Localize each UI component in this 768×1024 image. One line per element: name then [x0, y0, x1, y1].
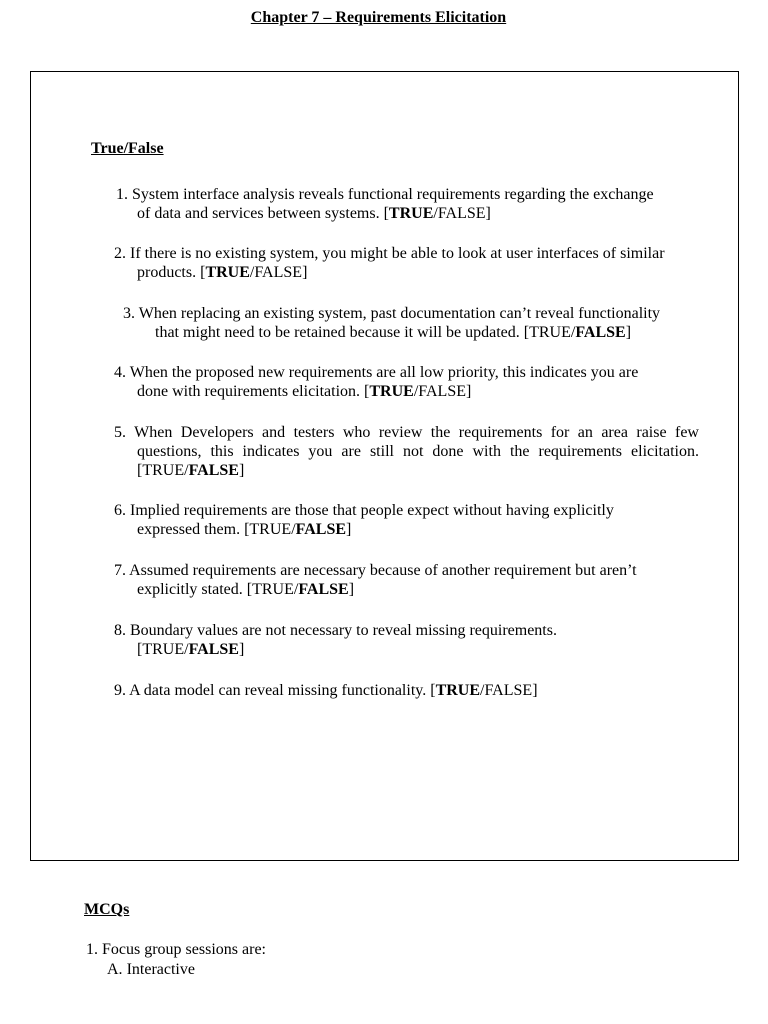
question-text: products. [	[137, 264, 206, 281]
answer-bracket: ]	[346, 521, 352, 538]
answer-separator: /	[249, 264, 255, 281]
question-text: explicitly stated. [	[137, 581, 253, 598]
question-text: Implied requirements are those that people expect without having explicitly	[130, 502, 614, 519]
answer-true: TRUE	[369, 383, 414, 400]
answer-false: FALSE	[188, 641, 239, 658]
question-text: A data model can reveal missing functionality. [	[129, 682, 436, 699]
question-text: If there is no existing system, you might be able to look at user interfaces of similar	[130, 245, 665, 262]
answer-false: FALSE	[254, 264, 303, 281]
mcq-option-a	[107, 960, 195, 979]
true-false-heading: True/False	[91, 140, 164, 157]
tf-question-9	[114, 681, 538, 700]
question-text: When replacing an existing system, past documentation can’t reveal functionality	[138, 305, 661, 322]
question-number: 3.	[123, 305, 135, 322]
answer-false: FALSE	[484, 682, 533, 699]
tf-question-3	[123, 304, 660, 342]
question-text: System interface analysis reveals functional requirements regarding the exchange	[132, 186, 654, 203]
question-text: Assumed requirements are necessary because of another requirement but aren’t	[129, 562, 637, 579]
question-number: 2.	[114, 245, 126, 262]
option-text: Interactive	[126, 961, 195, 978]
tf-question-6	[114, 501, 614, 539]
answer-bracket: ]	[485, 205, 491, 222]
question-text: When the proposed new requirements are all low priority, this indicates you are	[129, 364, 639, 381]
answer-separator: /	[433, 205, 438, 222]
mcqs-heading: MCQs	[84, 901, 130, 918]
tf-question-4	[114, 363, 638, 401]
answer-false: FALSE	[418, 383, 466, 400]
answer-false: FALSE	[188, 462, 239, 479]
answer-separator: /	[480, 682, 485, 699]
question-text: expressed them. [	[137, 521, 250, 538]
answer-bracket: ]	[302, 264, 308, 281]
answer-separator: /	[413, 383, 419, 400]
answer-true: TRUE	[252, 581, 294, 598]
question-text: Boundary values are not necessary to reveal missing requirements.	[130, 622, 557, 639]
question-number: 7.	[114, 562, 126, 579]
question-text: of data and services between systems. [	[137, 205, 389, 222]
answer-separator: /	[184, 462, 189, 479]
question-text: When Developers and testers who review the requirements for an area raise few	[134, 424, 699, 441]
question-number: 4.	[114, 364, 126, 381]
answer-true: TRUE	[388, 205, 434, 222]
answer-bracket: ]	[532, 682, 538, 699]
answer-separator: /	[291, 521, 296, 538]
tf-question-5	[114, 423, 699, 480]
answer-true: TRUE	[205, 264, 250, 281]
question-text: Focus group sessions are:	[102, 941, 266, 958]
answer-separator: /	[570, 324, 576, 341]
question-text: [	[137, 462, 143, 479]
question-text: questions, this indicates you are still not done with the requirements elicitation.	[137, 443, 699, 460]
answer-false: FALSE	[295, 521, 347, 538]
question-text: that might need to be retained because it will be updated. [	[155, 324, 530, 341]
question-text: done with requirements elicitation. [	[137, 383, 370, 400]
question-number: 8.	[114, 622, 126, 639]
answer-true: TRUE	[142, 641, 185, 658]
answer-true: TRUE	[529, 324, 571, 341]
answer-separator: /	[293, 581, 299, 598]
answer-bracket: ]	[238, 462, 245, 479]
answer-bracket: ]	[625, 324, 632, 341]
tf-question-2	[114, 244, 665, 282]
mcq-question-1	[86, 940, 266, 959]
answer-separator: /	[184, 641, 189, 658]
answer-bracket: ]	[238, 641, 245, 658]
tf-question-8	[114, 621, 557, 659]
question-number: 5.	[114, 424, 126, 441]
question-number: 1.	[86, 941, 98, 958]
question-text: [	[137, 641, 143, 658]
answer-bracket: ]	[348, 581, 355, 598]
option-letter: A.	[107, 961, 123, 978]
tf-question-1	[116, 185, 654, 223]
answer-false: FALSE	[575, 324, 626, 341]
answer-true: TRUE	[435, 682, 481, 699]
question-number: 1.	[116, 186, 128, 203]
answer-true: TRUE	[249, 521, 292, 538]
question-number: 6.	[114, 502, 126, 519]
chapter-title: Chapter 7 – Requirements Elicitation	[250, 9, 507, 26]
answer-true: TRUE	[142, 462, 185, 479]
answer-false: FALSE	[298, 581, 349, 598]
question-number: 9.	[114, 682, 126, 699]
tf-question-7	[114, 561, 637, 599]
answer-false: FALSE	[437, 205, 486, 222]
answer-bracket: ]	[466, 383, 472, 400]
